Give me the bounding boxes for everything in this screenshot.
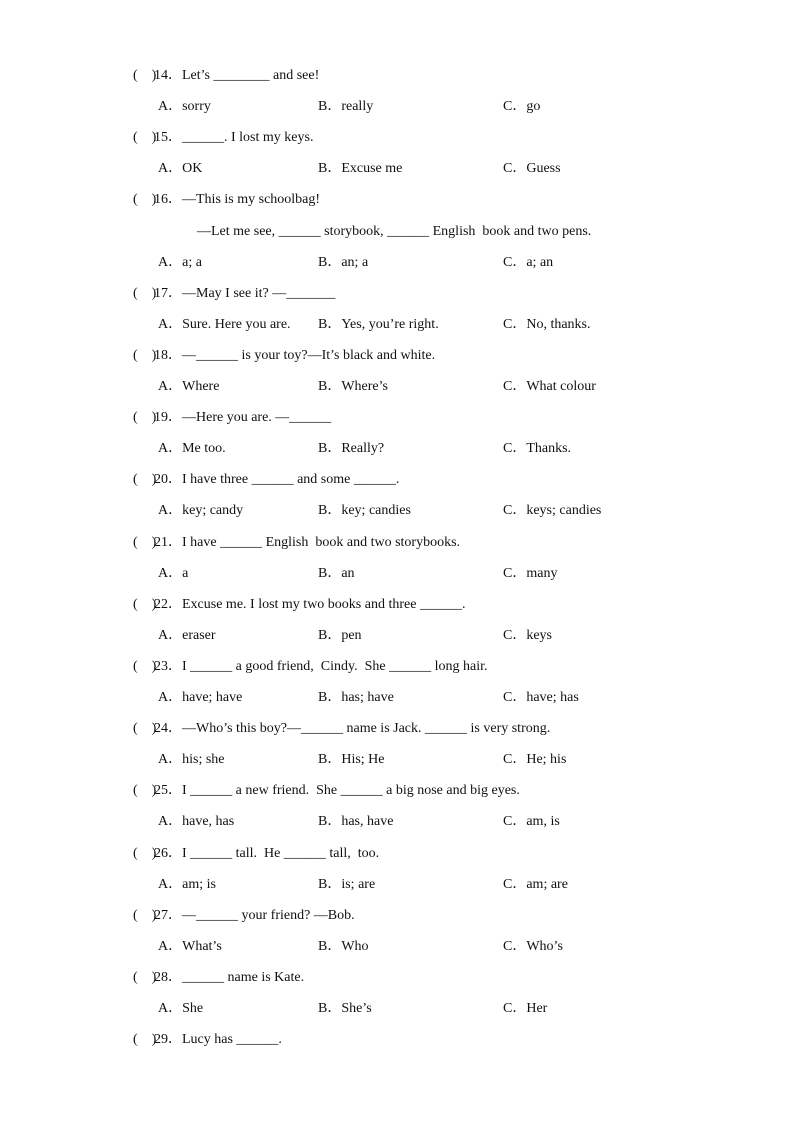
option-c[interactable]: C．have; has: [503, 690, 579, 705]
question-text: 26．I ______ tall. He ______ tall, too.: [154, 845, 380, 861]
question-text: 25．I ______ a new friend. She ______ a big nose and big eyes.: [154, 783, 520, 799]
option-a[interactable]: A．am; is: [158, 876, 216, 892]
option-c[interactable]: C．Her: [503, 1001, 548, 1016]
option-b[interactable]: B．His; He: [318, 752, 385, 768]
answer-blank-paren[interactable]: ( ): [133, 1032, 157, 1048]
option-a[interactable]: A．Sure. Here you are.: [158, 316, 291, 332]
option-a[interactable]: A．a; a: [158, 254, 202, 270]
question-text: 27．—______ your friend? —Bob.: [154, 907, 355, 923]
option-a[interactable]: A．What’s: [158, 938, 222, 954]
question-text: 18．—______ is your toy?—It’s black and white.: [154, 347, 436, 363]
question-text: 16．—This is my schoolbag!: [154, 192, 321, 208]
option-b[interactable]: B．an: [318, 565, 355, 581]
answer-blank-paren[interactable]: ( ): [133, 68, 157, 83]
answer-blank-paren[interactable]: ( ): [133, 130, 157, 146]
option-c[interactable]: C．a; an: [503, 254, 554, 270]
option-a[interactable]: A．key; candy: [158, 503, 244, 519]
option-b[interactable]: B．Excuse me: [318, 161, 403, 177]
option-c[interactable]: C．What colour: [503, 379, 596, 394]
question-text: 20．I have three ______ and some ______.: [154, 472, 400, 488]
option-c[interactable]: C．am, is: [503, 814, 560, 830]
option-b[interactable]: B．Yes, you’re right.: [318, 316, 439, 332]
option-c[interactable]: C．No, thanks.: [503, 316, 591, 332]
answer-blank-paren[interactable]: ( ): [133, 596, 157, 612]
option-a[interactable]: A．Me too.: [158, 441, 226, 457]
question-text: 19．—Here you are. —______: [154, 410, 332, 426]
option-c[interactable]: C．keys: [503, 627, 552, 643]
option-c[interactable]: C．many: [503, 565, 558, 581]
answer-blank-paren[interactable]: ( ): [133, 285, 157, 301]
option-b[interactable]: B．Who: [318, 938, 369, 954]
question-text: 15．______. I lost my keys.: [154, 130, 314, 146]
option-a[interactable]: A．OK: [158, 161, 203, 177]
answer-blank-paren[interactable]: ( ): [133, 658, 157, 674]
question-text: 22．Excuse me. I lost my two books and three ______.: [154, 596, 466, 612]
option-b[interactable]: B．key; candies: [318, 503, 411, 519]
option-c[interactable]: C．Guess: [503, 161, 561, 177]
option-a[interactable]: A．sorry: [158, 99, 211, 115]
option-a[interactable]: A．have, has: [158, 814, 235, 830]
option-a[interactable]: A．his; she: [158, 752, 225, 768]
option-c[interactable]: C．am; are: [503, 876, 568, 892]
option-a[interactable]: A．Where: [158, 379, 220, 394]
question-text: 29．Lucy has ______.: [154, 1032, 282, 1048]
option-b[interactable]: B．Where’s: [318, 379, 388, 394]
option-c[interactable]: C．Thanks.: [503, 441, 572, 457]
question-text: 17．—May I see it? —_______: [154, 285, 336, 301]
answer-blank-paren[interactable]: ( ): [133, 783, 157, 799]
question-text: 24．—Who’s this boy?—______ name is Jack. ______ is very strong.: [154, 721, 551, 737]
option-c[interactable]: C．keys; candies: [503, 503, 602, 519]
answer-blank-paren[interactable]: ( ): [133, 721, 157, 737]
answer-blank-paren[interactable]: ( ): [133, 534, 157, 550]
option-a[interactable]: A．a: [158, 565, 189, 581]
option-b[interactable]: B．has, have: [318, 814, 394, 830]
answer-blank-paren[interactable]: ( ): [133, 969, 157, 985]
answer-blank-paren[interactable]: ( ): [133, 907, 157, 923]
answer-blank-paren[interactable]: ( ): [133, 347, 157, 363]
option-b[interactable]: B．She’s: [318, 1001, 372, 1016]
option-c[interactable]: C．He; his: [503, 752, 567, 768]
question-text: 23．I ______ a good friend, Cindy. She ______ long hair.: [154, 658, 488, 674]
option-c[interactable]: C．go: [503, 99, 541, 115]
option-b[interactable]: B．really: [318, 99, 374, 115]
question-continuation: —Let me see, ______ storybook, ______ English book and two pens.: [197, 223, 592, 239]
question-text: 21．I have ______ English book and two storybooks.: [154, 534, 461, 550]
answer-blank-paren[interactable]: ( ): [133, 192, 157, 208]
option-a[interactable]: A．have; have: [158, 690, 243, 705]
answer-blank-paren[interactable]: ( ): [133, 410, 157, 426]
answer-blank-paren[interactable]: ( ): [133, 472, 157, 488]
option-b[interactable]: B．pen: [318, 627, 362, 643]
question-text: 28．______ name is Kate.: [154, 969, 305, 985]
option-b[interactable]: B．an; a: [318, 254, 369, 270]
option-c[interactable]: C．Who’s: [503, 938, 563, 954]
option-a[interactable]: A．eraser: [158, 627, 216, 643]
answer-blank-paren[interactable]: ( ): [133, 845, 157, 861]
option-b[interactable]: B．is; are: [318, 876, 376, 892]
option-b[interactable]: B．Really?: [318, 441, 385, 457]
option-a[interactable]: A．She: [158, 1001, 204, 1016]
question-text: 14．Let’s ________ and see!: [154, 68, 320, 83]
option-b[interactable]: B．has; have: [318, 690, 394, 705]
